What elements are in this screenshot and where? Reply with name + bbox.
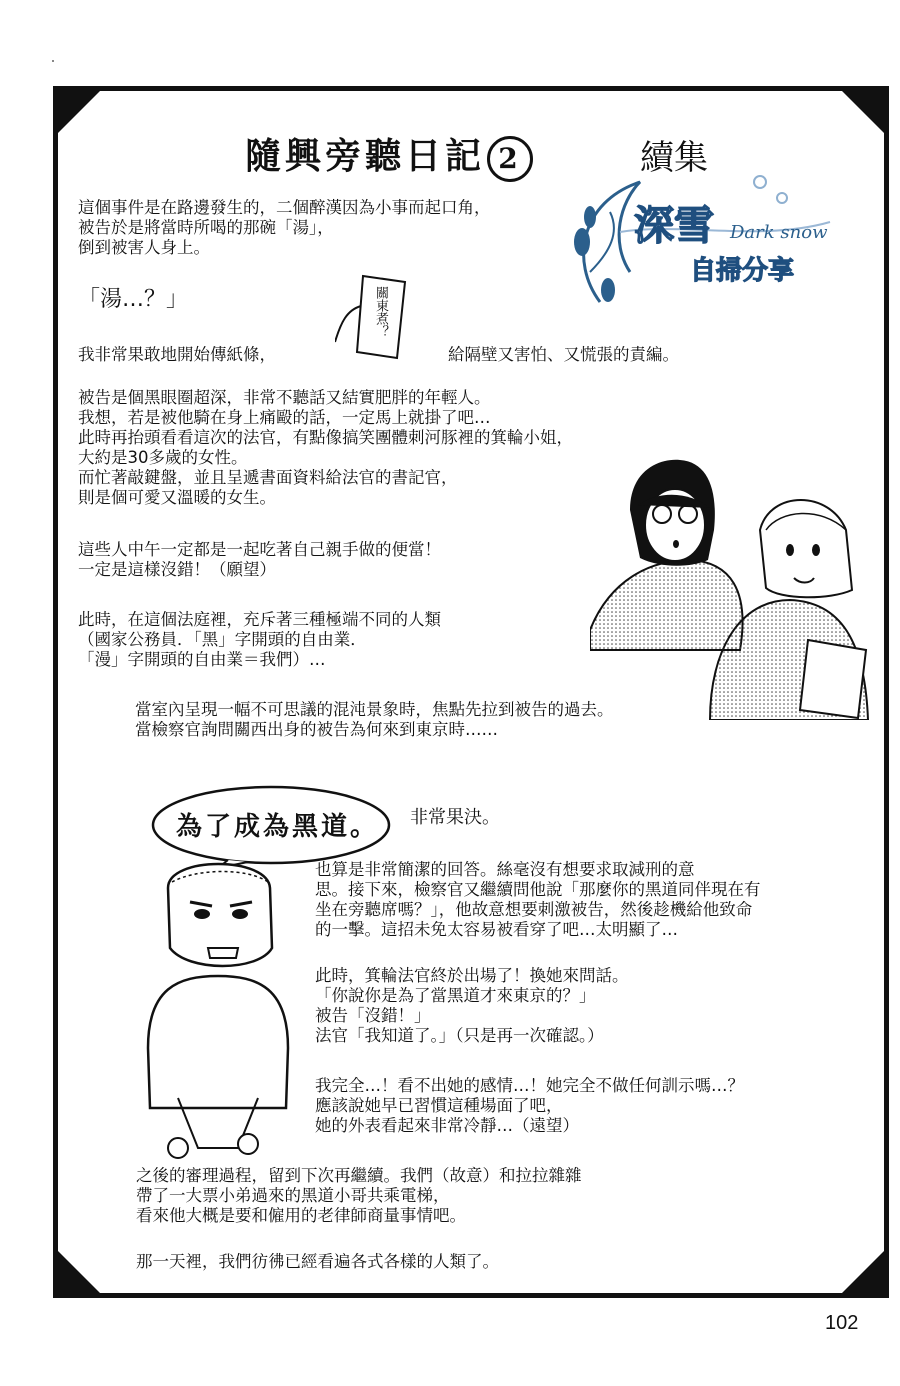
title-number: 2 <box>487 136 533 182</box>
paper-note-illustration <box>335 272 425 364</box>
paragraph-3a: 我非常果敢地開始傳紙條， <box>78 345 276 364</box>
frame-corner <box>842 91 884 133</box>
logo-sub-text: 自掃分享 <box>690 256 795 286</box>
scanlation-logo <box>560 162 840 312</box>
scan-speck <box>52 60 54 62</box>
logo-main-text: 深雪 <box>634 202 714 249</box>
paragraph-1: 這個事件是在路邊發生的，二個醉漢因為小事而起口角， 被告於是將當時所喝的那碗「湯」， 倒到被害人身上。 <box>78 198 491 257</box>
bubble-text: 為了成為黑道。 <box>176 812 380 842</box>
paragraph-5: 這些人中午一定都是一起吃著自己親手做的便當！ 一定是這樣沒錯！（願望） <box>78 540 441 579</box>
page-number: 102 <box>825 1312 859 1334</box>
paragraph-12: 之後的審理過程，留到下次再繼續。我們（故意）和拉拉雜雜 帶了一大票小弟過來的黑道小哥共乘電梯， 看來他大概是要和僱用的老律師商量事情吧。 <box>136 1166 582 1225</box>
frame-corner <box>58 1251 100 1293</box>
frame-corner <box>58 91 100 133</box>
defendant-drawing-icon <box>138 848 298 1168</box>
paragraph-7: 當室內呈現一幅不可思議的混沌景象時，焦點先拉到被告的過去。 當檢察官詢問關西出身的被告為何來到東京時…… <box>135 700 614 739</box>
paragraph-2: 「湯…？」 <box>78 287 189 312</box>
paragraph-9: 也算是非常簡潔的回答。絲毫沒有想要求取減刑的意 思。接下來，檢察官又繼續問他說「那麼你的黑道同伴現在有 坐在旁聽席嗎？」，他故意想要刺激被告，然後趁機給他致命 的一擊。這招未免太容易被看穿了吧…太明顯了… <box>315 860 761 939</box>
logo-english-text: Dark snow <box>730 222 828 243</box>
note-text: 關東煮？ <box>373 286 388 338</box>
paragraph-3b: 給隔壁又害怕、又慌張的責編。 <box>448 345 679 364</box>
title-main: 隨興旁聽日記 <box>245 135 486 177</box>
frame-corner <box>842 1251 884 1293</box>
paragraph-13: 那一天裡，我們彷彿已經看遍各式各樣的人類了。 <box>136 1252 499 1271</box>
paragraph-6: 此時，在這個法庭裡，充斥著三種極端不同的人類 （國家公務員．「黑」字開頭的自由業． 「漫」字開頭的自由業＝我們）… <box>78 610 441 669</box>
people-drawing-icon <box>590 450 870 720</box>
paragraph-11: 我完全…！看不出她的感情…！她完全不做任何訓示嗎…？ 應該說她早已習慣這種場面了吧， 她的外表看起來非常冷靜…（遠望） <box>315 1076 744 1135</box>
page-title <box>245 128 533 182</box>
defendant-illustration <box>138 848 298 1168</box>
paragraph-4: 被告是個黑眼圈超深，非常不聽話又結實肥胖的年輕人。 我想，若是被他騎在身上痛毆的話，一定馬上就掛了吧… 此時再抬頭看看這次的法官，有點像搞笑團體刺河豚裡的箕輪小姐， 大約是30多歲的女性。 而忙著敲鍵盤，並且呈遞書面資料給法官的書記官， 則是個可愛又溫暖的女生。 <box>78 388 573 507</box>
paragraph-8: 非常果決。 <box>410 807 500 828</box>
title-suffix: 續集 <box>640 138 708 178</box>
judge-and-clerk-illustration <box>590 450 870 720</box>
paragraph-10: 此時，箕輪法官終於出場了！換她來問話。 「你說你是為了當黑道才來東京的？」 被告「沒錯！」 法官「我知道了。」（只是再一次確認。） <box>315 966 629 1045</box>
